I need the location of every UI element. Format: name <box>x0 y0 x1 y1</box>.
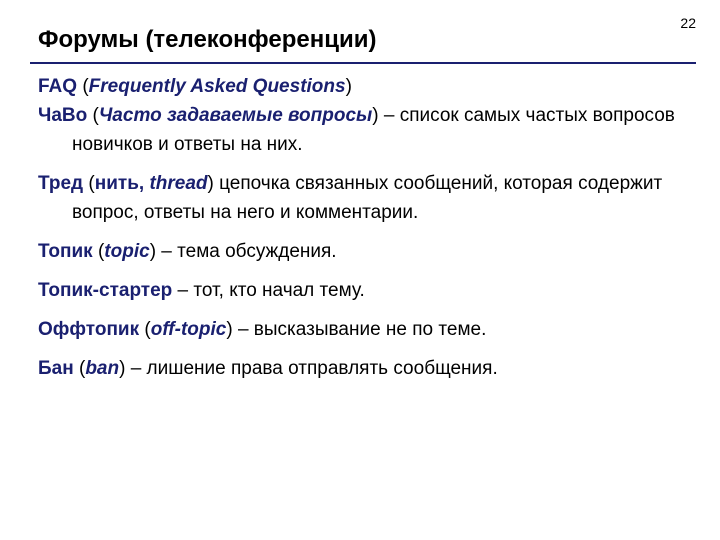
paren-open: ( <box>73 358 86 379</box>
paren-close: ) <box>226 319 233 340</box>
definition-text: – список самых частых вопросов новичков и ответы на них. <box>72 105 675 155</box>
page-title: Форумы (телеконференции) <box>38 26 377 53</box>
paren-close: ) <box>207 173 214 194</box>
term-label: Топик <box>38 241 93 262</box>
term-expansion: Frequently Asked Questions <box>88 76 346 97</box>
paren-open: ( <box>87 105 99 126</box>
definition-text: – лишение права отправлять сообщения. <box>125 358 498 379</box>
paren-close: ) <box>345 76 352 97</box>
definition-text: цепочка связанных сообщений, которая содержит вопрос, ответы на него и комментарии. <box>72 173 663 223</box>
term-label: Тред <box>38 173 84 194</box>
definition-topic <box>38 237 688 266</box>
term-expansion: thread <box>149 173 208 194</box>
definition-text: – высказывание не по теме. <box>232 319 487 340</box>
term-expansion: off-topic <box>150 319 227 340</box>
definition-ban <box>38 354 688 383</box>
definition-chavo <box>38 101 688 159</box>
term-label: Оффтопик <box>38 319 140 340</box>
definition-offtopic <box>38 315 688 344</box>
term-expansion: topic <box>104 241 150 262</box>
term-label: ЧаВо <box>38 105 88 126</box>
definition-text: – тема обсуждения. <box>156 241 337 262</box>
page-number: 22 <box>680 15 696 31</box>
paren-close: ) <box>149 241 157 262</box>
term-expansion: Часто задаваемые вопросы <box>98 105 373 126</box>
term-translation: нить, <box>94 173 150 194</box>
term-expansion: ban <box>85 358 120 379</box>
definitions-list <box>38 72 688 383</box>
paren-close: ) <box>119 358 126 379</box>
title-divider <box>30 62 696 64</box>
paren-open: ( <box>139 319 151 340</box>
definition-text: – тот, кто начал тему. <box>172 280 365 301</box>
paren-open: ( <box>83 173 95 194</box>
definition-thread <box>38 169 688 227</box>
term-label: Топик-стартер <box>38 280 173 301</box>
paren-open: ( <box>77 76 89 97</box>
term-label: FAQ <box>38 76 78 97</box>
paren-close: ) <box>372 105 379 126</box>
paren-open: ( <box>92 241 105 262</box>
term-label: Бан <box>38 358 74 379</box>
definition-topic-starter <box>38 276 688 305</box>
definition-faq <box>38 72 688 101</box>
